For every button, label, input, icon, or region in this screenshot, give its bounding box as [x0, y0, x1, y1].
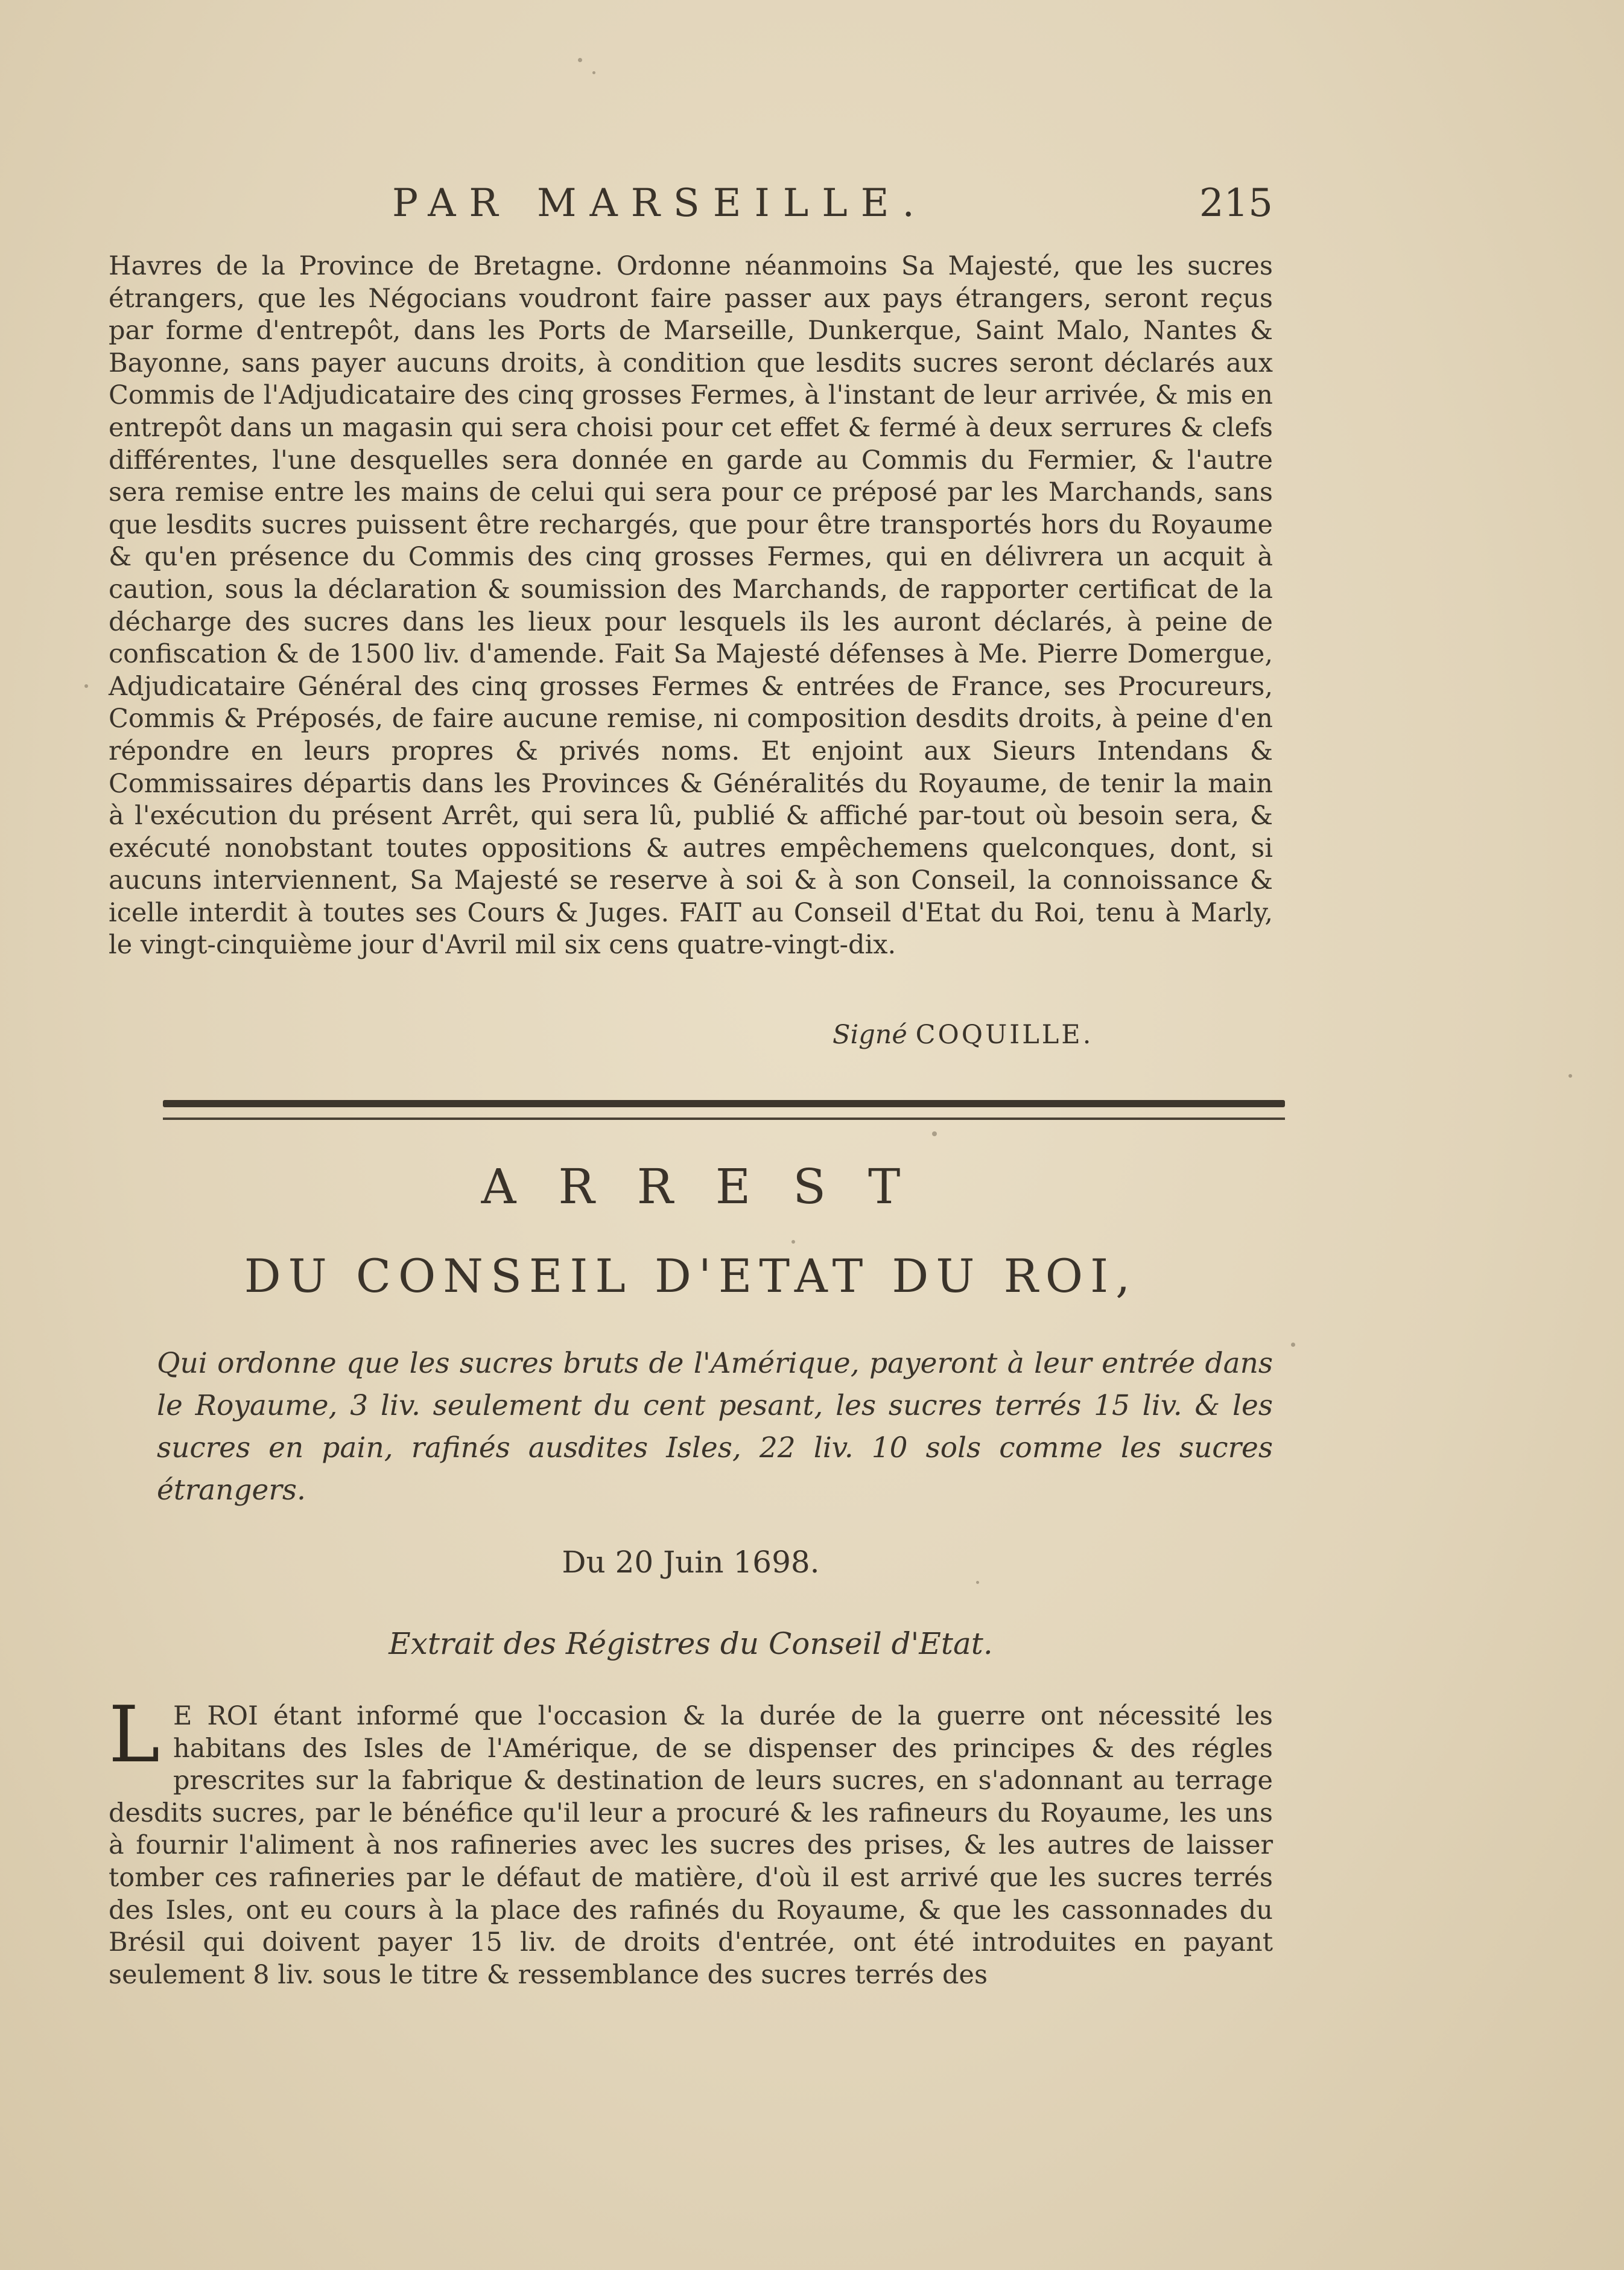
heading-arrest: ARREST [481, 1159, 943, 1215]
paper-speck [592, 71, 595, 74]
paragraph-2-body: étant informé que l'occasion & la durée de la guerre ont nécessité les habitans des Isles de l'Amérique, de se dispenser des principes & des régles prescrites sur la fabrique & destination de leurs sucres, en s'adonnant au terrage desdits sucres, par le bénéfice qu'il leur a procuré & les rafineurs du Royaume, les uns à fournir l'aliment à nos rafineries avec les sucres des prises, & les autres de laisser tomber ces rafineries par le défaut de matière, d'où il est arrivé que les sucres terrés des Isles, ont eu cours à la place des rafinés du Royaume, & que les cassonnades du Brésil qui doivent payer 15 liv. de droits d'entrée, ont été introduites en payant seulement 8 liv. sous le titre & ressemblance des sucres terrés des [109, 1701, 1274, 1990]
drop-cap: L [109, 1690, 160, 1780]
running-title: PAR MARSEILLE. [392, 181, 928, 226]
arrest-summary: Qui ordonne que les sucres bruts de l'Amérique, payeront à leur entrée dans le Royaume, 3 liv. seulement du cent pesant, les sucres terrés 15 liv. & les sucres en pain, rafinés ausdites Isles, 22 liv. 10 sols comme les sucres étrangers. [157, 1347, 1273, 1507]
paper-speck [976, 1581, 979, 1584]
paragraph-1-tail: au Conseil d'Etat du Roi, tenu à Marly, le vingt-cinquième jour d'Avril mil six cens quatre-vingt-dix. [109, 897, 1273, 961]
signature-prefix: Signé [833, 1020, 907, 1050]
paragraph-1-fait: FAIT [679, 897, 741, 928]
extrait-line: Extrait des Régistres du Conseil d'Etat. [389, 1626, 993, 1661]
paragraph-1-text [109, 250, 1273, 962]
arrest-date: Du 20 Juin 1698. [562, 1545, 820, 1580]
divider-thin [163, 1118, 1285, 1120]
paper-speck [1291, 1343, 1295, 1347]
signature [833, 1020, 1093, 1050]
signature-name: COQUILLE. [915, 1020, 1094, 1050]
paper-speck [84, 684, 88, 688]
running-head [109, 181, 1273, 235]
paragraph-1 [109, 250, 1273, 962]
page-number: 215 [1199, 181, 1273, 226]
paragraph-1-body: Havres de la Province de Bretagne. Ordonne néanmoins Sa Majesté, que les sucres étrangers, que les Négocians voudront faire passer aux pays étrangers, seront reçus par forme d'entrepôt, dans les Ports de Marseille, Dunkerque, Saint Malo, Nantes & Bayonne, sans payer aucuns droits, à condition que lesdits sucres seront déclarés aux Commis de l'Adjudicataire des cinq grosses Fermes, à l'instant de leur arrivée, & mis en entrepôt dans un magasin qui sera choisi pour cet effet & fermé à deux serrures & clefs différentes, l'une desquelles sera donnée en garde au Commis du Fermier, & l'autre sera remise entre les mains de celui qui sera pour ce préposé par les Marchands, sans que lesdits sucres puissent être rechargés, que pour être transportés hors du Royaume & qu'en présence du Commis des cinq grosses Fermes, qui en délivrera un acquit à caution, sous la déclaration & soumission des Marchands, de rapporter certificat de la décharge des sucres dans les lieux pour lesquels ils les auront déclarés, à peine de confiscation & de 1500 liv. d'amende. Fait Sa Majesté défenses à Me. Pierre Domergue, Adjudicataire Général des cinq grosses Fermes & entrées de France, ses Procureurs, Commis & Préposés, de faire aucune remise, ni composition desdits droits, à peine d'en répondre en leurs propres & privés noms. Et enjoint aux Sieurs Intendans & Commissaires départis dans les Provinces & Généralités du Royaume, de tenir la main à l'exécution du présent Arrêt, qui sera lû, publié & affiché par-tout où besoin sera, & exécuté nonobstant toutes oppositions & autres empêchemens quelconques, dont, si aucuns interviennent, Sa Majesté se reserve à soi & à son Conseil, la connoissance & icelle interdit à toutes ses Cours & Juges. [109, 251, 1273, 928]
paragraph-2-lead: E ROI [173, 1701, 258, 1731]
paragraph-2 [109, 1690, 1274, 1991]
divider-thick [163, 1100, 1285, 1107]
paragraph-2-text [109, 1690, 1274, 1991]
paper-speck [578, 58, 582, 62]
paper-speck [932, 1131, 937, 1136]
paper-speck [1568, 1074, 1572, 1078]
paper-speck [791, 1240, 795, 1244]
heading-conseil: DU CONSEIL D'ETAT DU ROI, [244, 1249, 1138, 1303]
